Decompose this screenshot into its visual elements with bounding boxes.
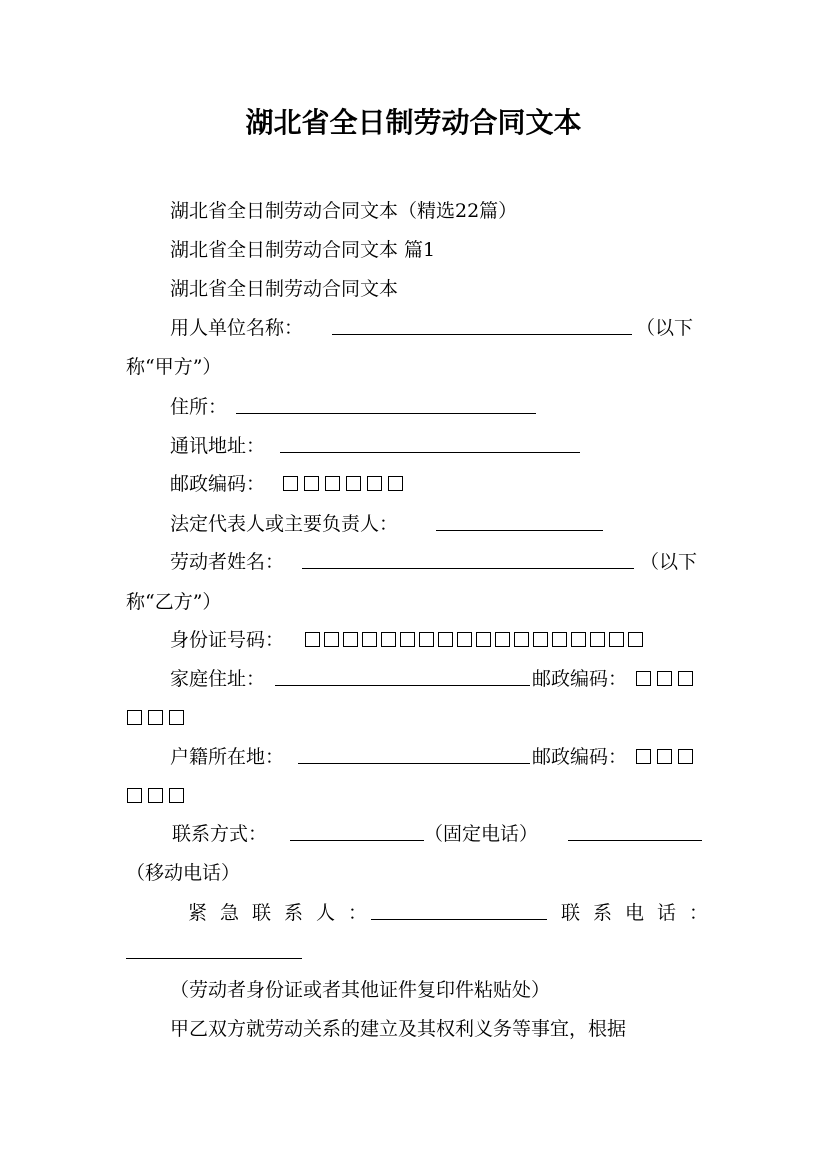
id-number-boxes[interactable] bbox=[305, 626, 647, 654]
id-copy-note: （劳动者身份证或者其他证件复印件粘贴处） bbox=[170, 979, 551, 1001]
subtitle-line bbox=[0, 275, 827, 303]
hukou-postcode-label: 邮政编码： bbox=[532, 746, 628, 768]
postcode-boxes[interactable] bbox=[283, 470, 409, 498]
address-label: 通讯地址： bbox=[170, 435, 266, 457]
home-postcode-boxes-row2[interactable] bbox=[127, 704, 190, 732]
digit-box[interactable] bbox=[169, 710, 184, 725]
residence-line bbox=[0, 393, 827, 421]
home-blank[interactable] bbox=[275, 665, 530, 686]
digit-box[interactable] bbox=[678, 749, 693, 764]
hukou-line bbox=[0, 743, 827, 771]
digit-box[interactable] bbox=[381, 632, 396, 647]
hukou-postcode-boxes-row1[interactable] bbox=[636, 743, 699, 771]
residence-blank[interactable] bbox=[236, 393, 536, 414]
mobile-line bbox=[0, 859, 827, 887]
intro-line bbox=[0, 197, 827, 225]
worker-suffix: （以下 bbox=[640, 551, 698, 573]
home-label: 家庭住址： bbox=[170, 668, 266, 690]
digit-box[interactable] bbox=[657, 749, 672, 764]
id-number-line bbox=[0, 626, 827, 654]
worker-name-label: 劳动者姓名： bbox=[170, 551, 285, 573]
employer-suffix: （以下 bbox=[636, 317, 694, 339]
emergency-phone-label: 联系电话： bbox=[561, 902, 722, 924]
digit-box[interactable] bbox=[590, 632, 605, 647]
digit-box[interactable] bbox=[148, 710, 163, 725]
digit-box[interactable] bbox=[325, 476, 340, 491]
subtitle-text: 湖北省全日制劳动合同文本 bbox=[170, 278, 399, 300]
digit-box[interactable] bbox=[343, 632, 358, 647]
home-postcode-boxes-row1[interactable] bbox=[636, 665, 699, 693]
digit-box[interactable] bbox=[400, 632, 415, 647]
hukou-postcode-cont-line bbox=[0, 782, 827, 810]
legal-rep-label: 法定代表人或主要负责人： bbox=[170, 513, 399, 535]
employer-cont-line bbox=[0, 353, 827, 381]
final-text: 甲乙双方就劳动关系的建立及其权利义务等事宜，根据 bbox=[170, 1018, 627, 1040]
digit-box[interactable] bbox=[305, 632, 320, 647]
digit-box[interactable] bbox=[476, 632, 491, 647]
digit-box[interactable] bbox=[127, 788, 142, 803]
part-heading: 湖北省全日制劳动合同文本 篇1 bbox=[170, 239, 436, 261]
digit-box[interactable] bbox=[514, 632, 529, 647]
employer-line bbox=[0, 314, 827, 342]
home-postcode-label: 邮政编码： bbox=[532, 668, 628, 690]
employer-label: 用人单位名称： bbox=[170, 317, 304, 339]
employer-blank[interactable] bbox=[332, 314, 632, 335]
legal-rep-line bbox=[0, 510, 827, 538]
digit-box[interactable] bbox=[324, 632, 339, 647]
digit-box[interactable] bbox=[283, 476, 298, 491]
hukou-postcode-boxes-row2[interactable] bbox=[127, 782, 190, 810]
worker-name-blank[interactable] bbox=[302, 548, 634, 569]
emergency-phone-cont-line bbox=[0, 938, 827, 966]
part-line bbox=[0, 236, 827, 264]
address-blank[interactable] bbox=[280, 432, 580, 453]
emergency-phone-blank[interactable] bbox=[126, 938, 302, 959]
digit-box[interactable] bbox=[419, 632, 434, 647]
digit-box[interactable] bbox=[148, 788, 163, 803]
final-line bbox=[0, 1015, 827, 1043]
digit-box[interactable] bbox=[169, 788, 184, 803]
postcode-label: 邮政编码： bbox=[170, 473, 266, 495]
mobile-phone-blank[interactable] bbox=[568, 820, 702, 841]
address-line bbox=[0, 432, 827, 460]
intro-text: 湖北省全日制劳动合同文本（精选22篇） bbox=[170, 200, 518, 222]
digit-box[interactable] bbox=[388, 476, 403, 491]
postcode-line bbox=[0, 470, 827, 498]
digit-box[interactable] bbox=[678, 671, 693, 686]
digit-box[interactable] bbox=[304, 476, 319, 491]
mobile-phone-label: （移动电话） bbox=[126, 862, 241, 884]
home-address-line bbox=[0, 665, 827, 693]
digit-box[interactable] bbox=[533, 632, 548, 647]
digit-box[interactable] bbox=[636, 749, 651, 764]
hukou-label: 户籍所在地： bbox=[170, 746, 285, 768]
digit-box[interactable] bbox=[609, 632, 624, 647]
digit-box[interactable] bbox=[346, 476, 361, 491]
fixed-phone-blank[interactable] bbox=[290, 820, 424, 841]
legal-rep-blank[interactable] bbox=[436, 510, 603, 531]
worker-cont-line bbox=[0, 588, 827, 616]
emergency-line bbox=[0, 899, 827, 927]
id-label: 身份证号码： bbox=[170, 629, 285, 651]
contact-label: 联系方式： bbox=[172, 823, 268, 845]
worker-cont: 称“乙方”） bbox=[126, 591, 222, 613]
fixed-phone-label: （固定电话） bbox=[424, 823, 539, 845]
digit-box[interactable] bbox=[657, 671, 672, 686]
digit-box[interactable] bbox=[362, 632, 377, 647]
digit-box[interactable] bbox=[636, 671, 651, 686]
digit-box[interactable] bbox=[628, 632, 643, 647]
contact-line bbox=[0, 820, 827, 848]
digit-box[interactable] bbox=[457, 632, 472, 647]
emergency-label: 紧急联系人： bbox=[188, 902, 381, 924]
digit-box[interactable] bbox=[552, 632, 567, 647]
hukou-blank[interactable] bbox=[298, 743, 530, 764]
employer-cont: 称“甲方”） bbox=[126, 356, 222, 378]
digit-box[interactable] bbox=[438, 632, 453, 647]
residence-label: 住所： bbox=[170, 396, 228, 418]
document-title: 湖北省全日制劳动合同文本 bbox=[245, 106, 582, 139]
digit-box[interactable] bbox=[127, 710, 142, 725]
digit-box[interactable] bbox=[571, 632, 586, 647]
id-copy-note-line bbox=[0, 976, 827, 1004]
digit-box[interactable] bbox=[367, 476, 382, 491]
worker-name-line bbox=[0, 548, 827, 576]
emergency-contact-blank[interactable] bbox=[371, 899, 547, 920]
home-postcode-cont-line bbox=[0, 704, 827, 732]
digit-box[interactable] bbox=[495, 632, 510, 647]
